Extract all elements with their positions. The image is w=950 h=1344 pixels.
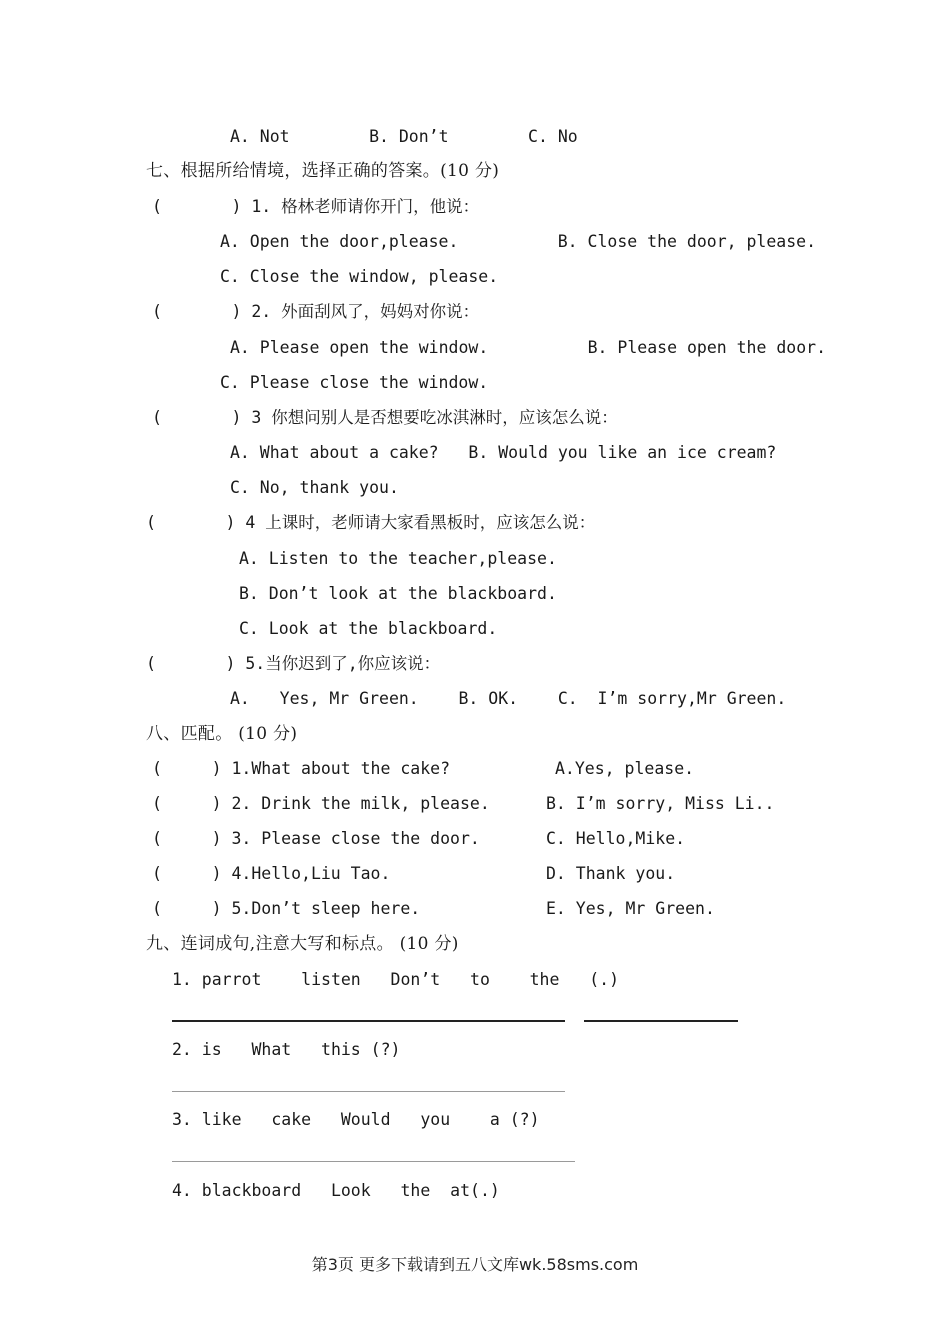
- question-2: ( ) 2. 外面刮风了，妈妈对你说：: [152, 302, 480, 321]
- question-2-option-c: C. Please close the window.: [220, 373, 489, 392]
- match-left-1: ( ) 1.What about the cake?: [152, 759, 451, 778]
- question-1-options-ab: A. Open the door,please. B. Close the door, please.: [220, 232, 817, 251]
- section8-title: 八、匹配。 (10 分): [146, 724, 298, 744]
- question-1: ( ) 1. 格林老师请你开门，他说：: [152, 197, 480, 216]
- scramble-1: 1. parrot listen Don’t to the (.): [172, 970, 620, 989]
- scramble-3: 3. like cake Would you a (?): [172, 1110, 540, 1129]
- section7-title: 七、根据所给情境，选择正确的答案。(10 分): [146, 161, 500, 181]
- match-right-4: D. Thank you.: [546, 864, 676, 883]
- question-5: ( ) 5.当你迟到了,你应该说：: [146, 654, 441, 673]
- question-3-option-c: C. No, thank you.: [230, 478, 399, 497]
- top-options: A. Not B. Don’t C. No: [230, 127, 578, 146]
- question-4: ( ) 4 上课时，老师请大家看黑板时，应该怎么说：: [146, 513, 596, 532]
- match-right-5: E. Yes, Mr Green.: [546, 899, 715, 918]
- question-2-options-ab: A. Please open the window. B. Please open the door.: [230, 338, 827, 357]
- answer-line-1a: [172, 1020, 565, 1022]
- match-left-4: ( ) 4.Hello,Liu Tao.: [152, 864, 391, 883]
- match-right-2: B. I’m sorry, Miss Li..: [546, 794, 775, 813]
- page-footer: 第3页 更多下载请到五八文库wk.58sms.com: [311, 1255, 639, 1274]
- match-right-3: C. Hello,Mike.: [546, 829, 686, 848]
- answer-line-1b: [584, 1020, 738, 1022]
- question-4-option-b: B. Don’t look at the blackboard.: [239, 584, 557, 603]
- question-3-options-ab: A. What about a cake? B. Would you like an ice cream?: [230, 443, 777, 462]
- question-4-option-c: C. Look at the blackboard.: [239, 619, 498, 638]
- match-left-5: ( ) 5.Don’t sleep here.: [152, 899, 421, 918]
- scramble-2: 2. is What this (?): [172, 1040, 401, 1059]
- section9-title: 九、连词成句,注意大写和标点。 (10 分): [146, 934, 459, 954]
- match-left-2: ( ) 2. Drink the milk, please.: [152, 794, 490, 813]
- answer-line-3: [172, 1161, 575, 1162]
- question-5-options: A. Yes, Mr Green. B. OK. C. I’m sorry,Mr Green.: [230, 689, 787, 708]
- match-right-1: A.Yes, please.: [555, 759, 695, 778]
- answer-line-2: [172, 1091, 565, 1092]
- match-left-3: ( ) 3. Please close the door.: [152, 829, 480, 848]
- scramble-4: 4. blackboard Look the at(.): [172, 1181, 500, 1200]
- question-1-option-c: C. Close the window, please.: [220, 267, 499, 286]
- question-4-option-a: A. Listen to the teacher,please.: [239, 549, 557, 568]
- question-3: ( ) 3 你想问别人是否想要吃冰淇淋时，应该怎么说：: [152, 408, 618, 427]
